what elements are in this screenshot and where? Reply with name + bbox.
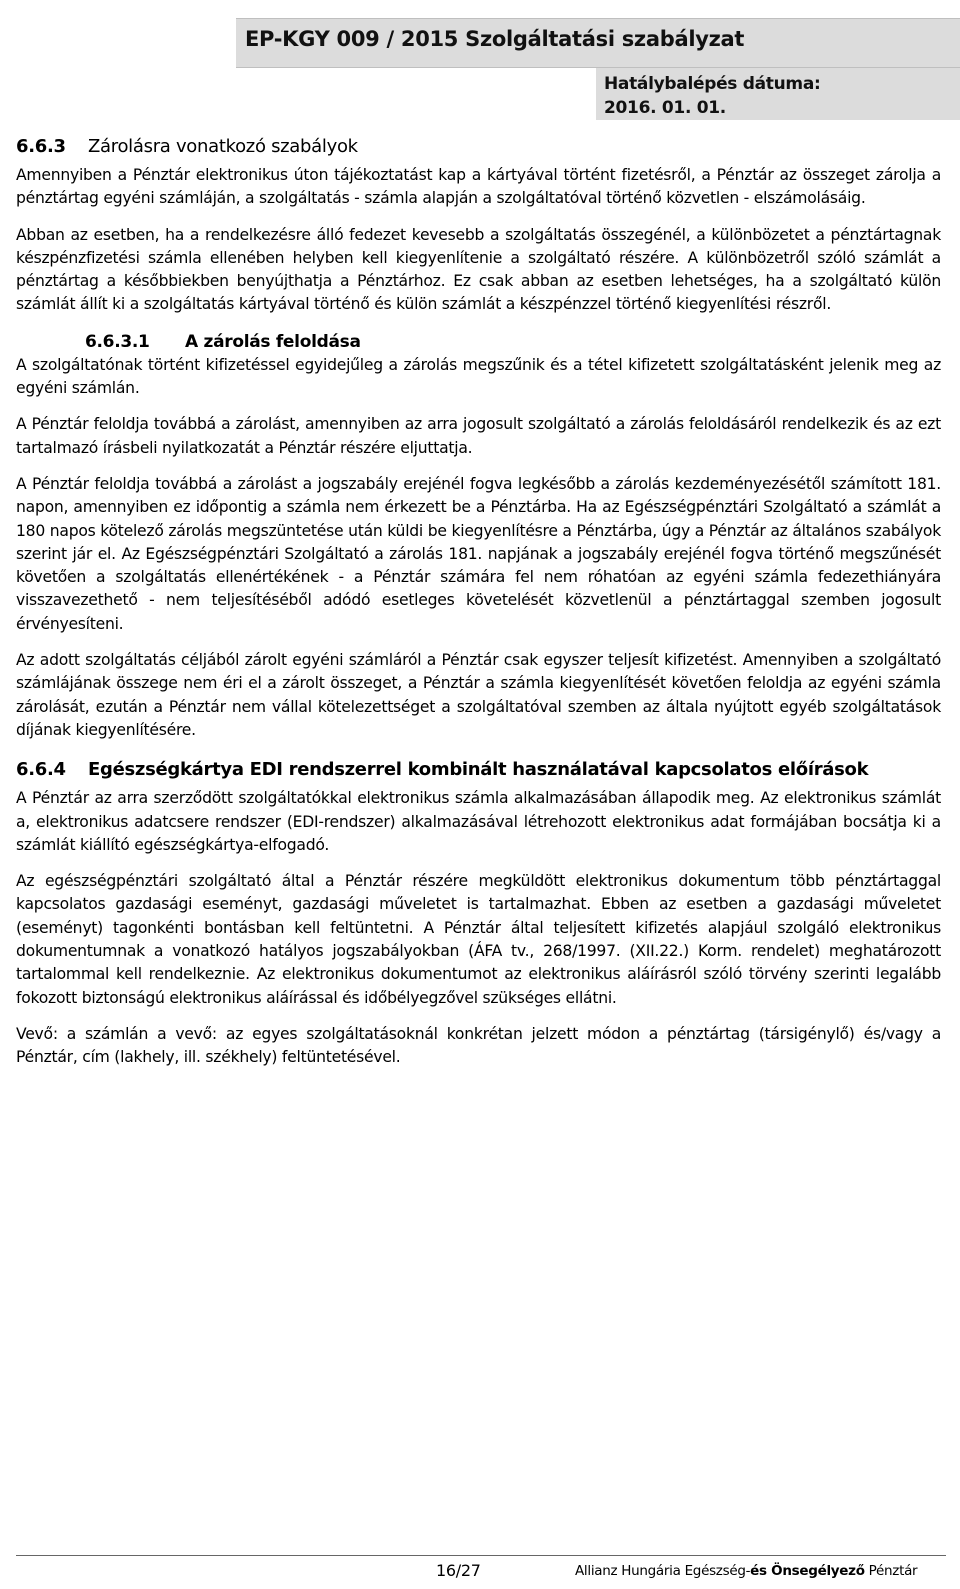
footer-company-name — [575, 1563, 917, 1579]
page-number: 16/27 — [436, 1561, 481, 1580]
section-title: Zárolásra vonatkozó szabályok — [88, 136, 358, 157]
paragraph: Amennyiben a Pénztár elektronikus úton tájékoztatást kap a kártyával történt fizetésről, a Pénztár az összeget zárolja a pénztártag egyéni számláján, a szolgáltatás - számla alapján a szolgáltatóval történő közvetlen - elszámolásáig. — [16, 166, 941, 208]
document-body — [16, 134, 941, 1070]
section-heading-6-6-4 — [16, 757, 941, 783]
paragraph: Az egészségpénztári szolgáltató által a Pénztár részére megküldött elektronikus dokumentum több pénztártaggal kapcsolatos gazdasági eseményt, gazdasági műveletet is tartalmazhat. Ebben az esetben a gazdasági műveletet (eseményt) tagonkénti bontásban kell feltüntetni. A Pénztár által teljesített kifizetés alapjául szolgáló elektronikus dokumentumnak a vonatkozó hatályos jogszabályokban (ÁFA tv., 268/1997. (XII.22.) Korm. rendelet) meghatározott tartalommal kell rendelkeznie. Az elektronikus dokumentumot az elektronikus aláírásról szóló törvény szerinti legalább fokozott biztonságú elektronikus aláírással és időbélyegzővel szükséges ellátni. — [16, 872, 941, 1007]
section-number: 6.6.4 — [16, 759, 66, 781]
company-name-part: Allianz Hungária Egészség- — [575, 1563, 751, 1579]
effective-date-label: Hatálybalépés dátuma: — [604, 74, 821, 94]
effective-date-value: 2016. 01. 01. — [604, 98, 726, 118]
paragraph: Az adott szolgáltatás céljából zárolt egyéni számláról a Pénztár csak egyszer teljesít kifizetést. Amennyiben a szolgáltató számlájának összege nem éri el a zárolt összeget, a Pénztár a számla kiegyenlítését követően feloldja az egyéni számla zárolását, ezután a Pénztár nem vállal kötelezettséget a szolgáltatóval szemben az általa nyújtott egyéb szolgáltatások díjának kiegyenlítésére. — [16, 651, 941, 739]
subsection-title: A zárolás feloldása — [185, 331, 361, 352]
section-number: 6.6.3 — [16, 136, 66, 157]
paragraph: A Pénztár feloldja továbbá a zárolást a jogszabály erejénél fogva legkésőbb a zárolás kezdeményezésétől számított 181. napon, amennyiben ez időpontig a számla nem érkezett be a Pénztárba. Ha az Egészségpénztári Szolgáltató a számlát a 180 napos kötelező zárolás megszüntetése után küldi be kiegyenlítésre a Pénztárba, úgy a Pénztár az általános szabályok szerint jár el. Az Egészségpénztári Szolgáltató a zárolás 181. napjának a jogszabály erejénél fogva történő megszűnését követően a szolgáltatás ellenértékének - a Pénztár számára fel nem róhatóan az egyéni számla fedezethiányára visszavezethető - nem teljesítéséből adódó esetleges követelését közvetlenül a pénztártaggal szemben jogosult érvényesíteni. — [16, 474, 941, 633]
company-name-bold: és Önsegélyező — [750, 1563, 865, 1579]
section-title: Egészségkártya EDI rendszerrel kombinált használatával kapcsolatos előírások — [88, 759, 869, 781]
footer-divider — [16, 1555, 946, 1556]
subsection-heading-6-6-3-1 — [16, 330, 941, 354]
paragraph: Vevő: a számlán a vevő: az egyes szolgáltatásoknál konkrétan jelzett módon a pénztártag (társigénylő) és/vagy a Pénztár, cím (lakhely, ill. székhely) feltüntetésével. — [16, 1024, 941, 1067]
subsection-number: 6.6.3.1 — [85, 331, 150, 352]
company-name-part: Pénztár — [864, 1563, 918, 1579]
paragraph: A Pénztár az arra szerződött szolgáltatókkal elektronikus számla alkalmazásában állapodik meg. Az elektronikus számlát a, elektronikus adatcsere rendszer (EDI-rendszer) alkalmazásával létrehozott elektronikus adat formájában bocsátja ki a számlát kiállító egészségkártya-elfogadó. — [16, 789, 941, 854]
document-title: EP-KGY 009 / 2015 Szolgáltatási szabályzat — [245, 27, 745, 51]
section-heading-6-6-3 — [16, 134, 941, 160]
paragraph: A szolgáltatónak történt kifizetéssel egyidejűleg a zárolás megszűnik és a tétel kifizetett szolgáltatásként jelenik meg az egyéni számlán. — [16, 355, 941, 398]
paragraph: Abban az esetben, ha a rendelkezésre álló fedezet kevesebb a szolgáltatás összegénél, a különbözetet a pénztártagnak készpénzfizetési számla ellenében helyben kell kiegyenlítenie a szolgáltató részére. A különbözetről szóló számlát a pénztártag a későbbiekben benyújthatja a Pénztárhoz. Ez csak abban az esetben lehetséges, ha a szolgáltató külön számlát állít ki a szolgáltatás kártyával történő és külön számlát a készpénzzel történő kiegyenlítési részről. — [16, 225, 941, 314]
page-header — [0, 0, 960, 120]
paragraph: A Pénztár feloldja továbbá a zárolást, amennyiben az arra jogosult szolgáltató a zárolás feloldásáról rendelkezik és az ezt tartalmazó írásbeli nyilatkozatát a Pénztár részére eljuttatja. — [16, 415, 941, 457]
